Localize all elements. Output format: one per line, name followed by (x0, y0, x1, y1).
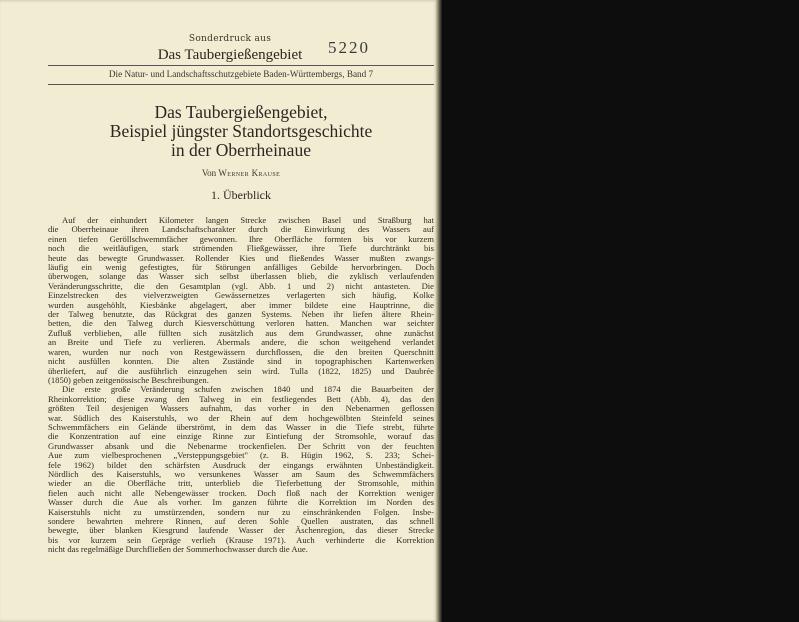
author-name: Werner Krause (218, 168, 281, 178)
handwritten-number: 5220 (328, 38, 370, 57)
body-line: Aue zum vielbesprochenen „Versteppungsgebiet" (z. B. Hügin 1962, S. 233; Schei- (48, 451, 434, 461)
author-prefix: Von (201, 168, 217, 178)
header-rule-bottom (48, 84, 434, 85)
body-line: Wasser durch die Aue als vorher. Im ganzen führte die Korrektion im Norden des (48, 498, 434, 508)
body-line: wieder an die Oberfläche tritt, unterblieb die Tieferbettung der Stromsohle, mithin (48, 479, 434, 489)
body-line: überwogen, solange das Wasser sich selbst überlassen blieb, die zyklisch verlaufenden (48, 272, 434, 282)
body-line: an Breite und Tiefe zu verlieren. Abermals andere, die schon weitgehend verlandet (48, 338, 434, 348)
body-line: die Konzentration auf eine einzige Rinne zur Eintiefung der Stromsohle, worauf das (48, 432, 434, 442)
body-line: wurden ausgehöhlt, Kiesbänke abgelagert, aber immer bildete eine Hauptrinne, die (48, 300, 434, 310)
body-line: Grundwasser absank und die Nebenarme trockenfielen. Der Schritt von der feuchten (48, 441, 434, 451)
body-line: Auf der einhundert Kilometer langen Strecke zwischen Basel und Straßburg hat (62, 216, 434, 225)
body-line: Veränderungsschritte, die den Gesamtplan (vgl. Abb. 1 und 2) nicht antasteten. Die (48, 281, 434, 291)
body-line: die Oberrheinaue ihren Landschaftscharakter durch die Einwirkung des Wassers auf (48, 225, 434, 235)
author-line (48, 168, 434, 178)
article-title-line: in der Oberrheinaue (171, 140, 311, 160)
body-line: bewegte, über blanken Kiesgrund laufende Wasser der Äschenregion, das dieser Strecke (48, 526, 434, 536)
series-subtitle: Die Natur- und Landschaftsschutzgebiete Baden-Württembergs, Band 7 (108, 69, 374, 79)
body-line: überliefert, auf die ausführlich einzugehen sein wird. Tulla (1822, 1825) und Daubrée (48, 366, 434, 376)
article-title-line: Das Taubergießengebiet, (154, 102, 328, 122)
body-line: sondere bewahrten mehrere Rinnen, auf deren Sohle Quellen austraten, das schnell (48, 517, 434, 526)
body-line: (1850) geben zeitgenössische Beschreibungen. (48, 375, 209, 385)
body-line: betten, die den Talweg durch Kiesverschüttung verloren hatten. Manchen war seichter (48, 319, 434, 329)
body-line: Zufluß verblieben, alle füllten sich zusätzlich aus dem Grundwasser, ohne zunächst (48, 328, 434, 338)
body-line: waren, wurden nur noch von Restgewässern durchflossen, die den breiten Querschnitt (48, 347, 434, 357)
series-title: Das Taubergießengebiet (157, 47, 303, 63)
header-rule-top (48, 65, 434, 66)
body-line: noch die weitläufigen, stark strömenden Fließgewässer, ihre Tiefe durchtränkt bis (48, 244, 434, 254)
body-line: der Talweg benutzte, das Rückgrat des ganzen Systems. Neben ihr liefen ältere Rhein- (48, 310, 434, 320)
body-line: läufig ein wenig gefestigtes, für Störungen anfälliges Gebilde hervorbringen. Doch (48, 263, 434, 273)
body-line: größten Teil desjenigen Wassers aufnahm, das vorher in den Nebenarmen geflossen (48, 404, 434, 414)
article-title-line: Beispiel jüngster Standortsgeschichte (109, 121, 373, 141)
body-line: war. Südlich des Kaiserstuhls, wo der Rhein auf dem hochgewölbten Steinfeld seines (48, 413, 434, 423)
body-line: Schwemmfächers ein Gelände überströmt, in dem das Wasser in die Tiefe strebt, führte (48, 422, 434, 432)
body-line: Die erste große Veränderung schufen zwischen 1840 und 1874 die Bauarbeiten der (62, 385, 434, 395)
body-text (48, 216, 434, 555)
body-line: fielen auch nicht alle Nebengewässer trocken. Doch floß nach der Korrektion weniger (48, 488, 434, 498)
sonderdruck-label: Sonderdruck aus (188, 34, 272, 44)
body-line: nicht ausfüllen konnten. Die alten Zustände sind in topographischen Kartenwerken (48, 357, 434, 367)
body-line: Einzelstrecken des vielverzweigten Gewässernetzes verlagerten sich häufig, Kolke (48, 291, 434, 301)
body-line: Kaiserstuhls nicht zu umstürzenden, sondern nur zu einschränkenden Folgen. Insbe- (48, 507, 434, 517)
body-line: fele 1962) bildet den schärfsten Ausdruck der eingangs erwähnten Unbeständigkeit. (48, 460, 434, 470)
body-line: Nördlich des Kaiserstuhls, wo versunkenes Wasser am Saum des Schwemmfächers (48, 469, 434, 479)
body-line: einen tiefen Geröllschwemmfächer gewonnen. Ihre Oberfläche formten bis vor kurzem (48, 234, 434, 244)
body-line: bis vor kurzem sein Gepräge verlieh (Krause 1971). Auch verhinderte die Korrektion (48, 535, 434, 545)
body-line: nicht das regelmäßige Durchfließen der Sommerhochwasser durch die Aue. (48, 545, 308, 555)
body-line: Rheinkorrektion; diese zwang den Talweg in ein festliegendes Bett (Abb. 4), das den (48, 394, 434, 404)
dark-background (442, 0, 799, 622)
body-line: heute das bewegte Grundwasser. Rollender Kies und fließendes Wasser mußten zwangs- (48, 253, 434, 263)
article-title (48, 103, 434, 160)
section-heading: 1. Überblick (211, 188, 271, 202)
